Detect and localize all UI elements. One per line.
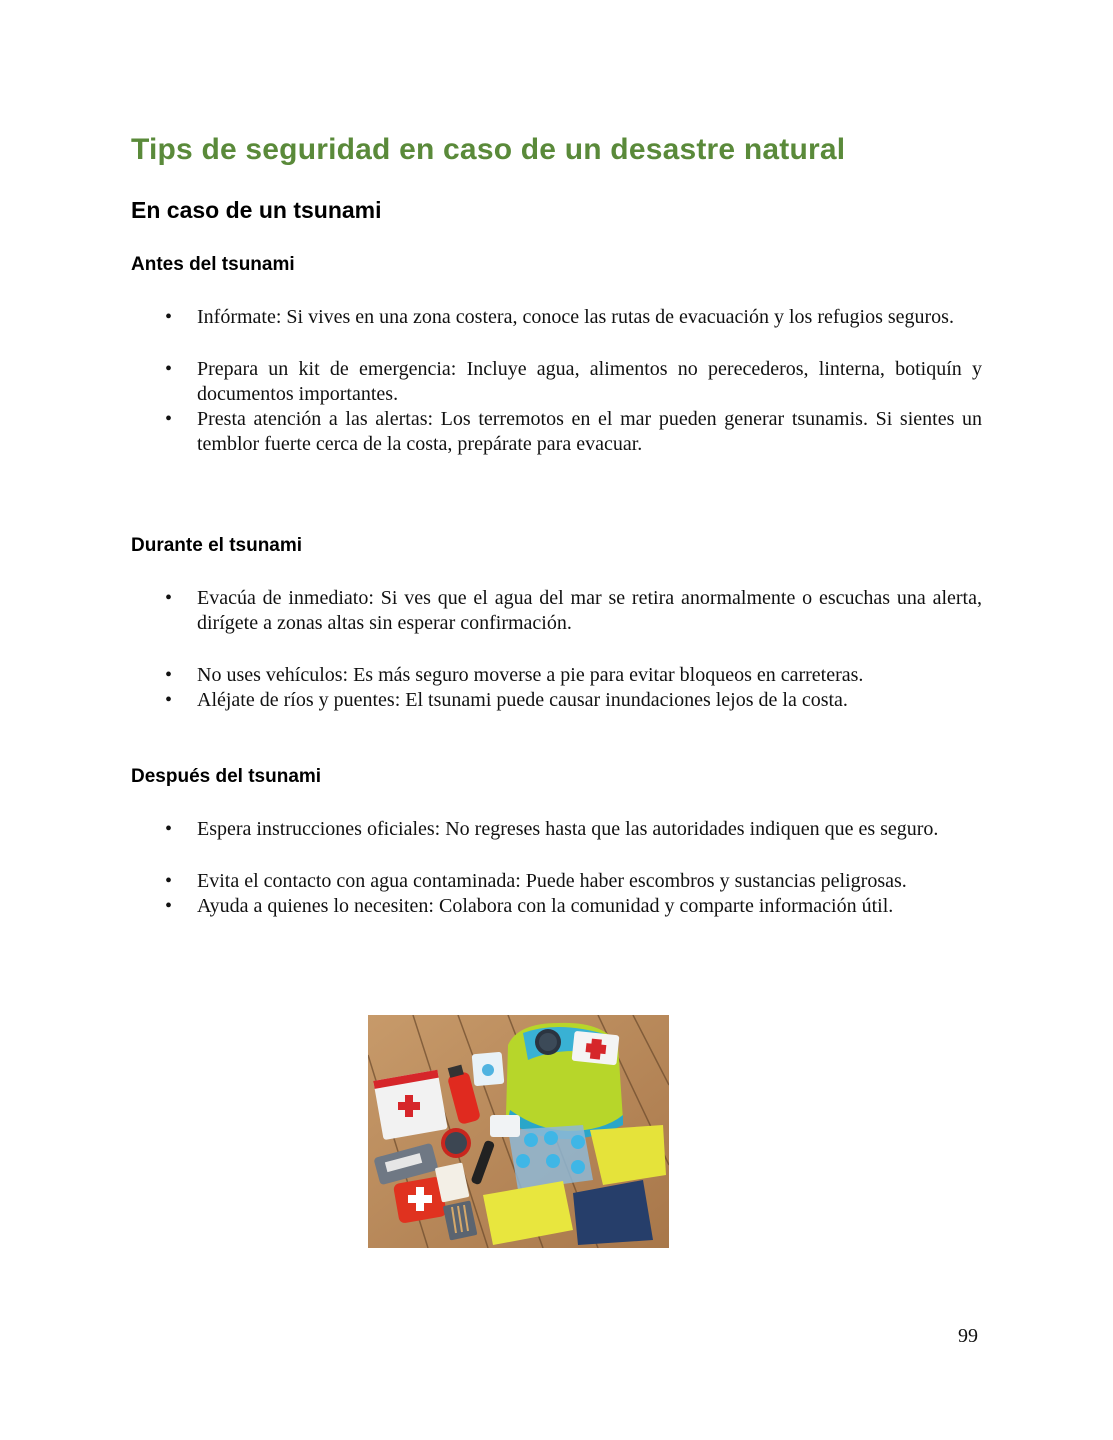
subsection-heading-despues: Después del tsunami: [131, 766, 322, 787]
bullet-icon: •: [165, 306, 173, 328]
bullet-icon: •: [165, 689, 173, 711]
list-item: • Aléjate de ríos y puentes: El tsunami puede causar inundaciones lejos de la costa.: [165, 689, 848, 711]
section-heading: En caso de un tsunami: [131, 197, 382, 223]
list-item: • Prepara un kit de emergencia: Incluye agua, alimentos no perecederos, linterna, botiquín y documentos importantes.: [165, 358, 982, 405]
bullet-icon: •: [165, 895, 173, 917]
bullet-icon: •: [165, 870, 173, 892]
list-antes: [155, 305, 982, 457]
page-number: 99: [958, 1325, 978, 1347]
bullet-icon: •: [165, 408, 173, 430]
list-item: • No uses vehículos: Es más seguro moverse a pie para evitar bloqueos en carreteras.: [165, 664, 864, 686]
list-item: • Evita el contacto con agua contaminada: Puede haber escombros y sustancias peligrosas.: [165, 870, 907, 892]
list-despues: [155, 817, 982, 919]
list-durante: [155, 586, 982, 713]
list-item: • Presta atención a las alertas: Los terremotos en el mar pueden generar tsunamis. Si sientes un temblor fuerte cerca de la costa, prepárate para evacuar.: [165, 408, 982, 455]
subsection-heading-durante: Durante el tsunami: [131, 535, 303, 556]
list-item: • Espera instrucciones oficiales: No regreses hasta que las autoridades indiquen que es seguro.: [165, 818, 939, 840]
emergency-kit-image: [368, 1015, 669, 1248]
bullet-icon: •: [165, 587, 173, 609]
list-item: • Infórmate: Si vives en una zona costera, conoce las rutas de evacuación y los refugios seguros.: [165, 306, 954, 328]
bullet-icon: •: [165, 358, 173, 380]
list-item: • Evacúa de inmediato: Si ves que el agua del mar se retira anormalmente o escuchas una alerta, dirígete a zonas altas sin esperar confirmación.: [165, 587, 982, 634]
list-item: • Ayuda a quienes lo necesiten: Colabora con la comunidad y comparte información útil.: [165, 895, 894, 917]
bullet-icon: •: [165, 664, 173, 686]
page-title: Tips de seguridad en caso de un desastre natural: [131, 133, 846, 166]
bullet-icon: •: [165, 818, 173, 840]
subsection-heading-antes: Antes del tsunami: [131, 254, 295, 275]
